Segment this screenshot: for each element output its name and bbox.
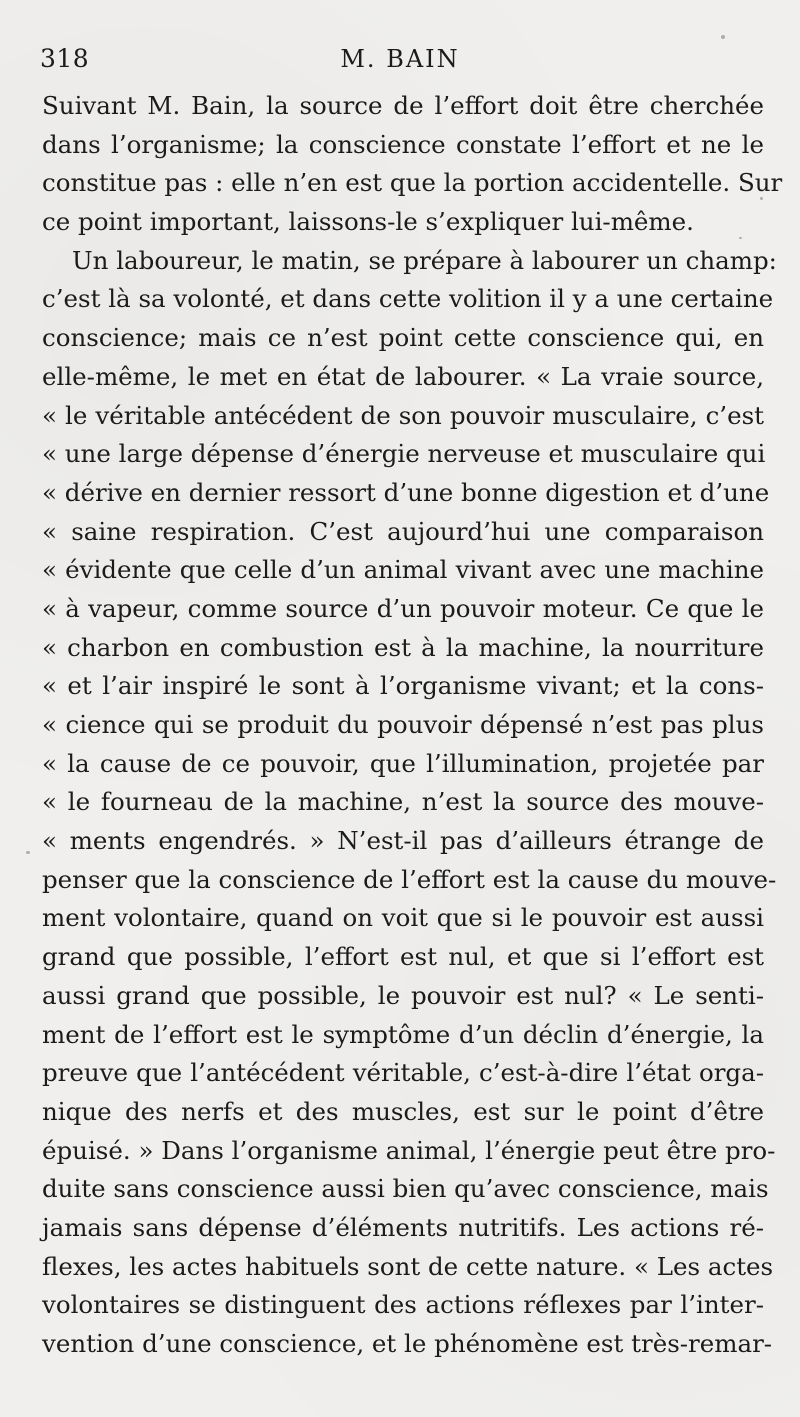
text-line: c’est là sa volonté, et dans cette volition il y a une certaine (42, 284, 774, 314)
text-line: flexes, les actes habituels sont de cette nature. « Les actes (42, 1251, 774, 1281)
text-line: « charbon en combustion est à la machine, la nourriture (42, 632, 764, 662)
text-line: volontaires se distinguent des actions réflexes par l’inter- (42, 1290, 764, 1320)
text-line: penser que la conscience de l’effort est la cause du mouve- (42, 864, 777, 894)
text-line: « dérive en dernier ressort d’une bonne digestion et d’une (42, 477, 770, 507)
text-line: « une large dépense d’énergie nerveuse et musculaire qui (42, 439, 766, 469)
text-line: preuve que l’antécédent véritable, c’est-à-dire l’état orga- (42, 1058, 764, 1088)
text-line: vention d’une conscience, et le phénomène est très-remar- (42, 1329, 773, 1358)
text-line: duite sans conscience aussi bien qu’avec conscience, mais (42, 1174, 769, 1204)
running-head: M. BAIN (340, 45, 460, 73)
text-line: « saine respiration. C’est aujourd’hui une comparaison (42, 516, 764, 546)
text-line: elle-même, le met en état de labourer. « La vraie source, (42, 361, 764, 391)
text-line: jamais sans dépense d’éléments nutritifs. Les actions ré- (42, 1212, 764, 1242)
text-line: « cience qui se produit du pouvoir dépensé n’est pas plus (42, 710, 764, 739)
text-line: « évidente que celle d’un animal vivant avec une machine (42, 555, 764, 585)
text-line: « et l’air inspiré le sont à l’organisme vivant; et la cons- (42, 671, 764, 701)
text-line: ment volontaire, quand on voit que si le pouvoir est aussi (42, 903, 764, 933)
paper-speck (760, 197, 763, 200)
paper-speck (26, 851, 30, 854)
text-line: « la cause de ce pouvoir, que l’illumination, projetée par (42, 748, 764, 778)
text-line: ce point important, laissons-le s’expliquer lui-même. (42, 207, 694, 237)
text-line: « le fourneau de la machine, n’est la source des mouve- (42, 787, 764, 817)
page-header (40, 44, 760, 76)
text-line: Suivant M. Bain, la source de l’effort doit être cherchée (42, 91, 764, 120)
text-line: dans l’organisme; la conscience constate l’effort et ne le (42, 129, 764, 159)
paper-speck (739, 237, 742, 239)
text-line: « ments engendrés. » N’est-il pas d’ailleurs étrange de (42, 826, 764, 856)
text-line: « à vapeur, comme source d’un pouvoir moteur. Ce que le (42, 593, 764, 623)
text-line: aussi grand que possible, le pouvoir est nul? « Le senti- (42, 980, 764, 1010)
text-line: nique des nerfs et des muscles, est sur le point d’être (42, 1096, 764, 1126)
page-number: 318 (40, 44, 90, 73)
body-text (42, 87, 783, 1364)
text-line: Un laboureur, le matin, se prépare à labourer un champ: (72, 245, 777, 275)
text-line: grand que possible, l’effort est nul, et que si l’effort est (42, 942, 764, 972)
text-line: « le véritable antécédent de son pouvoir musculaire, c’est (42, 400, 764, 430)
text-line: constitue pas : elle n’en est que la portion accidentelle. Sur (42, 168, 783, 198)
text-line: ment de l’effort est le symptôme d’un déclin d’énergie, la (42, 1019, 764, 1049)
text-line: conscience; mais ce n’est point cette conscience qui, en (42, 323, 764, 353)
paper-speck (721, 35, 725, 39)
text-line: épuisé. » Dans l’organisme animal, l’énergie peut être pro- (42, 1135, 776, 1165)
